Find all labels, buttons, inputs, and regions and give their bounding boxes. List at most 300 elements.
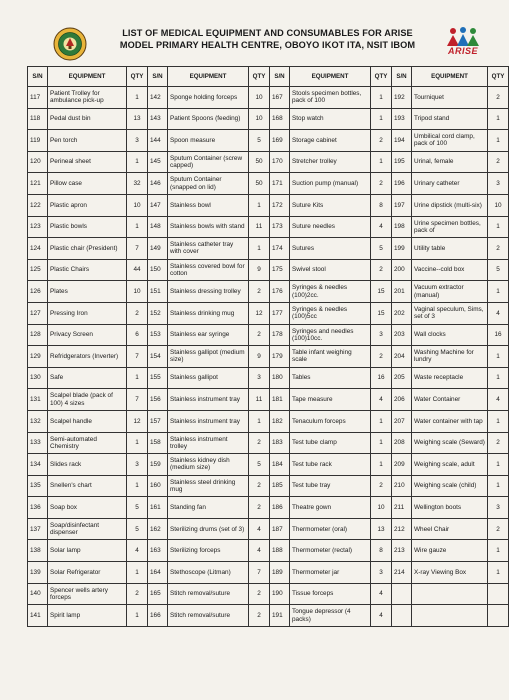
serial-number-cell: 138	[28, 540, 48, 562]
equipment-name-cell: Stainless bowl	[168, 194, 249, 216]
quantity-cell: 2	[488, 518, 509, 540]
serial-number-cell: 158	[148, 432, 168, 454]
equipment-name-cell: Syringes & needles (100)5cc	[290, 302, 371, 324]
equipment-name-cell: Plates	[48, 281, 127, 303]
quantity-cell: 16	[488, 324, 509, 346]
quantity-cell: 1	[127, 216, 148, 238]
serial-number-cell: 119	[28, 130, 48, 152]
equipment-name-cell: Perineal sheet	[48, 151, 127, 173]
quantity-cell: 1	[371, 151, 392, 173]
serial-number-cell: 128	[28, 324, 48, 346]
equipment-name-cell: Suture Kits	[290, 194, 371, 216]
serial-number-cell: 156	[148, 389, 168, 411]
serial-number-cell: 183	[270, 432, 290, 454]
equipment-name-cell: Stitch removal/suture	[168, 583, 249, 605]
serial-number-cell: 202	[392, 302, 412, 324]
title-line-2: MODEL PRIMARY HEALTH CENTRE, OBOYO IKOT ITA, NSIT IBOM	[119, 40, 416, 50]
serial-number-cell: 127	[28, 302, 48, 324]
serial-number-cell: 146	[148, 173, 168, 195]
equipment-name-cell: Wheel Chair	[412, 518, 488, 540]
equipment-name-cell: Stainless drinking mug	[168, 302, 249, 324]
serial-number-cell: 117	[28, 87, 48, 109]
quantity-cell: 1	[127, 87, 148, 109]
serial-number-cell: 191	[270, 605, 290, 627]
equipment-name-cell: Suction pump (manual)	[290, 173, 371, 195]
equipment-name-cell: Thermometer (oral)	[290, 518, 371, 540]
equipment-name-cell: Weighing scale (child)	[412, 475, 488, 497]
quantity-cell: 1	[127, 367, 148, 389]
quantity-cell: 2	[249, 432, 270, 454]
serial-number-cell: 209	[392, 454, 412, 476]
serial-number-cell: 152	[148, 302, 168, 324]
serial-number-cell: 151	[148, 281, 168, 303]
quantity-cell: 11	[249, 216, 270, 238]
equipment-name-cell: Plastic apron	[48, 194, 127, 216]
quantity-cell: 8	[371, 540, 392, 562]
serial-number-cell: 211	[392, 497, 412, 519]
serial-number-cell: 181	[270, 389, 290, 411]
equipment-name-cell: Utility table	[412, 238, 488, 260]
equipment-name-cell: Plastic chair (President)	[48, 238, 127, 260]
serial-number-cell: 135	[28, 475, 48, 497]
serial-number-cell: 176	[270, 281, 290, 303]
quantity-cell: 10	[249, 87, 270, 109]
equipment-name-cell: Stainless catheter tray with cover	[168, 238, 249, 260]
quantity-cell: 1	[127, 605, 148, 627]
table-row	[28, 410, 509, 432]
table-row	[28, 518, 509, 540]
column-header: EQUIPMENT	[412, 67, 488, 87]
equipment-name-cell: Test tube tray	[290, 475, 371, 497]
equipment-name-cell: Sputum Container (screw capped)	[168, 151, 249, 173]
quantity-cell: 1	[371, 108, 392, 130]
table-row	[28, 540, 509, 562]
quantity-cell: 1	[249, 194, 270, 216]
equipment-name-cell: Stainless steel drinking mug	[168, 475, 249, 497]
equipment-name-cell: Stainless gallipot	[168, 367, 249, 389]
quantity-cell: 7	[127, 238, 148, 260]
serial-number-cell: 162	[148, 518, 168, 540]
table-row	[28, 194, 509, 216]
serial-number-cell: 179	[270, 346, 290, 368]
serial-number-cell: 205	[392, 367, 412, 389]
equipment-name-cell: Swivel stool	[290, 259, 371, 281]
quantity-cell: 2	[127, 302, 148, 324]
equipment-name-cell: Pen torch	[48, 130, 127, 152]
serial-number-cell: 142	[148, 87, 168, 109]
equipment-name-cell: Pillow case	[48, 173, 127, 195]
serial-number-cell: 186	[270, 497, 290, 519]
quantity-cell: 12	[249, 302, 270, 324]
equipment-name-cell: Tables	[290, 367, 371, 389]
equipment-name-cell: Sutures	[290, 238, 371, 260]
table-row	[28, 130, 509, 152]
quantity-cell: 2	[249, 605, 270, 627]
table-row	[28, 238, 509, 260]
quantity-cell: 1	[371, 410, 392, 432]
serial-number-cell: 153	[148, 324, 168, 346]
serial-number-cell: 213	[392, 540, 412, 562]
equipment-name-cell: X-ray Viewing Box	[412, 562, 488, 584]
equipment-name-cell: Wire gauze	[412, 540, 488, 562]
quantity-cell: 2	[127, 583, 148, 605]
equipment-name-cell: Test tube clamp	[290, 432, 371, 454]
quantity-cell: 2	[488, 432, 509, 454]
serial-number-cell: 129	[28, 346, 48, 368]
quantity-cell: 2	[371, 346, 392, 368]
serial-number-cell: 141	[28, 605, 48, 627]
quantity-cell: 1	[127, 562, 148, 584]
equipment-name-cell: Solar Refrigerator	[48, 562, 127, 584]
equipment-table	[27, 66, 509, 627]
quantity-cell: 2	[371, 259, 392, 281]
serial-number-cell: 144	[148, 130, 168, 152]
equipment-name-cell	[412, 583, 488, 605]
quantity-cell: 4	[371, 216, 392, 238]
table-row	[28, 389, 509, 411]
equipment-name-cell: Thermometer jar	[290, 562, 371, 584]
serial-number-cell: 163	[148, 540, 168, 562]
serial-number-cell: 126	[28, 281, 48, 303]
serial-number-cell: 120	[28, 151, 48, 173]
table-row	[28, 497, 509, 519]
quantity-cell: 1	[488, 562, 509, 584]
serial-number-cell: 206	[392, 389, 412, 411]
equipment-name-cell: Spencer wells artery forceps	[48, 583, 127, 605]
serial-number-cell: 118	[28, 108, 48, 130]
equipment-name-cell: Urine specimen bottles, pack of	[412, 216, 488, 238]
column-header: S/N	[392, 67, 412, 87]
equipment-name-cell: Suture needles	[290, 216, 371, 238]
state-seal-icon	[53, 27, 87, 61]
equipment-name-cell: Semi-automated Chemistry	[48, 432, 127, 454]
equipment-name-cell: Storage cabinet	[290, 130, 371, 152]
serial-number-cell: 203	[392, 324, 412, 346]
serial-number-cell: 125	[28, 259, 48, 281]
quantity-cell: 1	[249, 238, 270, 260]
table-body	[28, 87, 509, 627]
equipment-name-cell: Pressing Iron	[48, 302, 127, 324]
quantity-cell: 3	[371, 324, 392, 346]
quantity-cell: 5	[249, 454, 270, 476]
equipment-name-cell: Test tube rack	[290, 454, 371, 476]
quantity-cell: 1	[488, 454, 509, 476]
serial-number-cell: 200	[392, 259, 412, 281]
equipment-name-cell: Stretcher trolley	[290, 151, 371, 173]
equipment-name-cell: Urinal, female	[412, 151, 488, 173]
quantity-cell: 50	[249, 173, 270, 195]
column-header: EQUIPMENT	[48, 67, 127, 87]
quantity-cell: 32	[127, 173, 148, 195]
serial-number-cell: 131	[28, 389, 48, 411]
quantity-cell: 1	[488, 367, 509, 389]
serial-number-cell: 201	[392, 281, 412, 303]
column-header: S/N	[148, 67, 168, 87]
quantity-cell: 10	[371, 497, 392, 519]
equipment-name-cell: Stainless covered bowl for cotton	[168, 259, 249, 281]
serial-number-cell: 171	[270, 173, 290, 195]
quantity-cell: 10	[488, 194, 509, 216]
quantity-cell: 2	[249, 497, 270, 519]
equipment-name-cell: Urine dipstick (multi-six)	[412, 194, 488, 216]
serial-number-cell: 212	[392, 518, 412, 540]
quantity-cell: 3	[127, 130, 148, 152]
serial-number-cell: 169	[270, 130, 290, 152]
serial-number-cell: 174	[270, 238, 290, 260]
serial-number-cell: 155	[148, 367, 168, 389]
serial-number-cell: 208	[392, 432, 412, 454]
serial-number-cell	[392, 605, 412, 627]
table-header-row	[28, 67, 509, 87]
serial-number-cell: 196	[392, 173, 412, 195]
equipment-name-cell: Stainless kidney dish (medium size)	[168, 454, 249, 476]
quantity-cell: 4	[371, 389, 392, 411]
serial-number-cell: 137	[28, 518, 48, 540]
serial-number-cell: 148	[148, 216, 168, 238]
quantity-cell: 1	[371, 432, 392, 454]
serial-number-cell: 173	[270, 216, 290, 238]
serial-number-cell: 198	[392, 216, 412, 238]
quantity-cell: 4	[127, 540, 148, 562]
table-row	[28, 367, 509, 389]
serial-number-cell: 188	[270, 540, 290, 562]
serial-number-cell: 160	[148, 475, 168, 497]
quantity-cell	[488, 583, 509, 605]
title-line-1: LIST OF MEDICAL EQUIPMENT AND CONSUMABLES FOR ARISE	[122, 28, 413, 38]
serial-number-cell: 154	[148, 346, 168, 368]
equipment-name-cell: Slides rack	[48, 454, 127, 476]
equipment-name-cell: Syringes & needles (100)2cc.	[290, 281, 371, 303]
quantity-cell: 4	[249, 540, 270, 562]
equipment-name-cell: Thermometer (rectal)	[290, 540, 371, 562]
quantity-cell: 11	[249, 389, 270, 411]
quantity-cell: 2	[371, 173, 392, 195]
equipment-name-cell: Water container with tap	[412, 410, 488, 432]
equipment-name-cell: Scalpel handle	[48, 410, 127, 432]
serial-number-cell: 139	[28, 562, 48, 584]
equipment-name-cell: Stainless gallipot (medium size)	[168, 346, 249, 368]
quantity-cell: 2	[488, 151, 509, 173]
quantity-cell: 3	[127, 454, 148, 476]
equipment-name-cell: Vaccine--cold box	[412, 259, 488, 281]
serial-number-cell: 157	[148, 410, 168, 432]
equipment-name-cell	[412, 605, 488, 627]
equipment-name-cell: Stitch removal/suture	[168, 605, 249, 627]
column-header: EQUIPMENT	[168, 67, 249, 87]
equipment-name-cell: Patient Spoons (feeding)	[168, 108, 249, 130]
equipment-name-cell: Soap/disinfectant dispenser	[48, 518, 127, 540]
equipment-name-cell: Weighing scale (Seward)	[412, 432, 488, 454]
equipment-name-cell: Stainless bowls with stand	[168, 216, 249, 238]
table-row	[28, 583, 509, 605]
serial-number-cell: 189	[270, 562, 290, 584]
quantity-cell: 3	[488, 173, 509, 195]
quantity-cell: 1	[488, 475, 509, 497]
equipment-name-cell: Safe	[48, 367, 127, 389]
equipment-name-cell: Vaginal speculum, Sims, set of 3	[412, 302, 488, 324]
equipment-name-cell: Tripod stand	[412, 108, 488, 130]
serial-number-cell: 166	[148, 605, 168, 627]
serial-number-cell: 193	[392, 108, 412, 130]
serial-number-cell: 187	[270, 518, 290, 540]
quantity-cell: 15	[371, 281, 392, 303]
table-row	[28, 475, 509, 497]
serial-number-cell: 150	[148, 259, 168, 281]
table-row	[28, 151, 509, 173]
table-row	[28, 605, 509, 627]
serial-number-cell: 207	[392, 410, 412, 432]
serial-number-cell: 197	[392, 194, 412, 216]
equipment-name-cell: Stools specimen bottles, pack of 100	[290, 87, 371, 109]
equipment-name-cell: Spirit lamp	[48, 605, 127, 627]
quantity-cell: 1	[488, 216, 509, 238]
page-title	[95, 27, 440, 51]
equipment-name-cell: Tenaculum forceps	[290, 410, 371, 432]
serial-number-cell: 185	[270, 475, 290, 497]
quantity-cell: 9	[249, 346, 270, 368]
table-row	[28, 87, 509, 109]
quantity-cell: 1	[127, 432, 148, 454]
quantity-cell: 1	[488, 281, 509, 303]
serial-number-cell: 122	[28, 194, 48, 216]
equipment-name-cell: Stainless dressing trolley	[168, 281, 249, 303]
equipment-name-cell: Tape measure	[290, 389, 371, 411]
equipment-name-cell: Privacy Screen	[48, 324, 127, 346]
serial-number-cell: 123	[28, 216, 48, 238]
serial-number-cell: 168	[270, 108, 290, 130]
equipment-name-cell: Patient Trolley for ambulance pick-up	[48, 87, 127, 109]
quantity-cell: 4	[249, 518, 270, 540]
quantity-cell: 44	[127, 259, 148, 281]
quantity-cell: 5	[488, 259, 509, 281]
serial-number-cell: 164	[148, 562, 168, 584]
serial-number-cell: 182	[270, 410, 290, 432]
quantity-cell: 1	[488, 346, 509, 368]
equipment-name-cell: Urinary catheter	[412, 173, 488, 195]
table-row	[28, 259, 509, 281]
quantity-cell: 2	[249, 324, 270, 346]
equipment-name-cell: Water Container	[412, 389, 488, 411]
serial-number-cell: 134	[28, 454, 48, 476]
quantity-cell: 6	[127, 324, 148, 346]
serial-number-cell: 130	[28, 367, 48, 389]
equipment-name-cell: Sputum Container (snapped on lid)	[168, 173, 249, 195]
column-header: QTY	[371, 67, 392, 87]
equipment-name-cell: Table infant weighing scale	[290, 346, 371, 368]
serial-number-cell: 204	[392, 346, 412, 368]
quantity-cell: 2	[488, 87, 509, 109]
equipment-name-cell: Soap box	[48, 497, 127, 519]
equipment-name-cell: Wall clocks	[412, 324, 488, 346]
serial-number-cell: 140	[28, 583, 48, 605]
serial-number-cell: 177	[270, 302, 290, 324]
serial-number-cell: 175	[270, 259, 290, 281]
equipment-name-cell: Spoon measure	[168, 130, 249, 152]
equipment-name-cell: Snellen's chart	[48, 475, 127, 497]
quantity-cell	[488, 605, 509, 627]
equipment-name-cell: Sponge holding forceps	[168, 87, 249, 109]
quantity-cell: 9	[249, 259, 270, 281]
equipment-name-cell: Umbilical cord clamp, pack of 100	[412, 130, 488, 152]
equipment-name-cell: Waste receptacle	[412, 367, 488, 389]
table-row	[28, 346, 509, 368]
equipment-name-cell: Stainless instrument tray	[168, 389, 249, 411]
serial-number-cell: 136	[28, 497, 48, 519]
table-row	[28, 108, 509, 130]
quantity-cell: 5	[371, 238, 392, 260]
table-row	[28, 324, 509, 346]
equipment-name-cell: Weighing scale, adult	[412, 454, 488, 476]
quantity-cell: 15	[371, 302, 392, 324]
quantity-cell: 13	[127, 108, 148, 130]
table-row	[28, 216, 509, 238]
table-row	[28, 173, 509, 195]
quantity-cell: 13	[371, 518, 392, 540]
quantity-cell: 2	[371, 130, 392, 152]
table-row	[28, 302, 509, 324]
quantity-cell: 10	[249, 108, 270, 130]
quantity-cell: 1	[371, 87, 392, 109]
quantity-cell: 3	[371, 562, 392, 584]
arise-figures-icon	[441, 26, 485, 48]
quantity-cell: 2	[249, 281, 270, 303]
equipment-name-cell: Standing fan	[168, 497, 249, 519]
quantity-cell: 2	[371, 475, 392, 497]
quantity-cell: 4	[488, 389, 509, 411]
column-header: S/N	[270, 67, 290, 87]
serial-number-cell: 147	[148, 194, 168, 216]
quantity-cell: 3	[488, 497, 509, 519]
serial-number-cell: 132	[28, 410, 48, 432]
equipment-name-cell: Tissue forceps	[290, 583, 371, 605]
equipment-name-cell: Scalpel blade (pack of 100) 4 sizes	[48, 389, 127, 411]
serial-number-cell: 149	[148, 238, 168, 260]
table-row	[28, 281, 509, 303]
quantity-cell: 7	[127, 346, 148, 368]
quantity-cell: 3	[249, 367, 270, 389]
quantity-cell: 2	[249, 475, 270, 497]
equipment-name-cell: Solar lamp	[48, 540, 127, 562]
equipment-name-cell: Stainless instrument trolley	[168, 432, 249, 454]
serial-number-cell: 133	[28, 432, 48, 454]
quantity-cell: 4	[371, 583, 392, 605]
equipment-name-cell: Sterilizing forceps	[168, 540, 249, 562]
serial-number-cell: 124	[28, 238, 48, 260]
equipment-name-cell: Pedal dust bin	[48, 108, 127, 130]
column-header: QTY	[249, 67, 270, 87]
quantity-cell: 5	[127, 497, 148, 519]
equipment-name-cell: Stainless ear syringe	[168, 324, 249, 346]
serial-number-cell: 167	[270, 87, 290, 109]
equipment-name-cell: Syringes and needles (100)10cc.	[290, 324, 371, 346]
quantity-cell: 1	[249, 410, 270, 432]
table-row	[28, 432, 509, 454]
equipment-name-cell: Plastic bowls	[48, 216, 127, 238]
quantity-cell: 4	[371, 605, 392, 627]
document-header	[0, 0, 500, 66]
quantity-cell: 7	[249, 562, 270, 584]
equipment-name-cell: Vacuum extractor (manual)	[412, 281, 488, 303]
serial-number-cell: 192	[392, 87, 412, 109]
quantity-cell: 8	[371, 194, 392, 216]
serial-number-cell: 159	[148, 454, 168, 476]
quantity-cell: 16	[371, 367, 392, 389]
quantity-cell: 1	[488, 130, 509, 152]
arise-logo-text: ARISE	[447, 46, 478, 56]
column-header: S/N	[28, 67, 48, 87]
serial-number-cell: 210	[392, 475, 412, 497]
quantity-cell: 1	[371, 454, 392, 476]
